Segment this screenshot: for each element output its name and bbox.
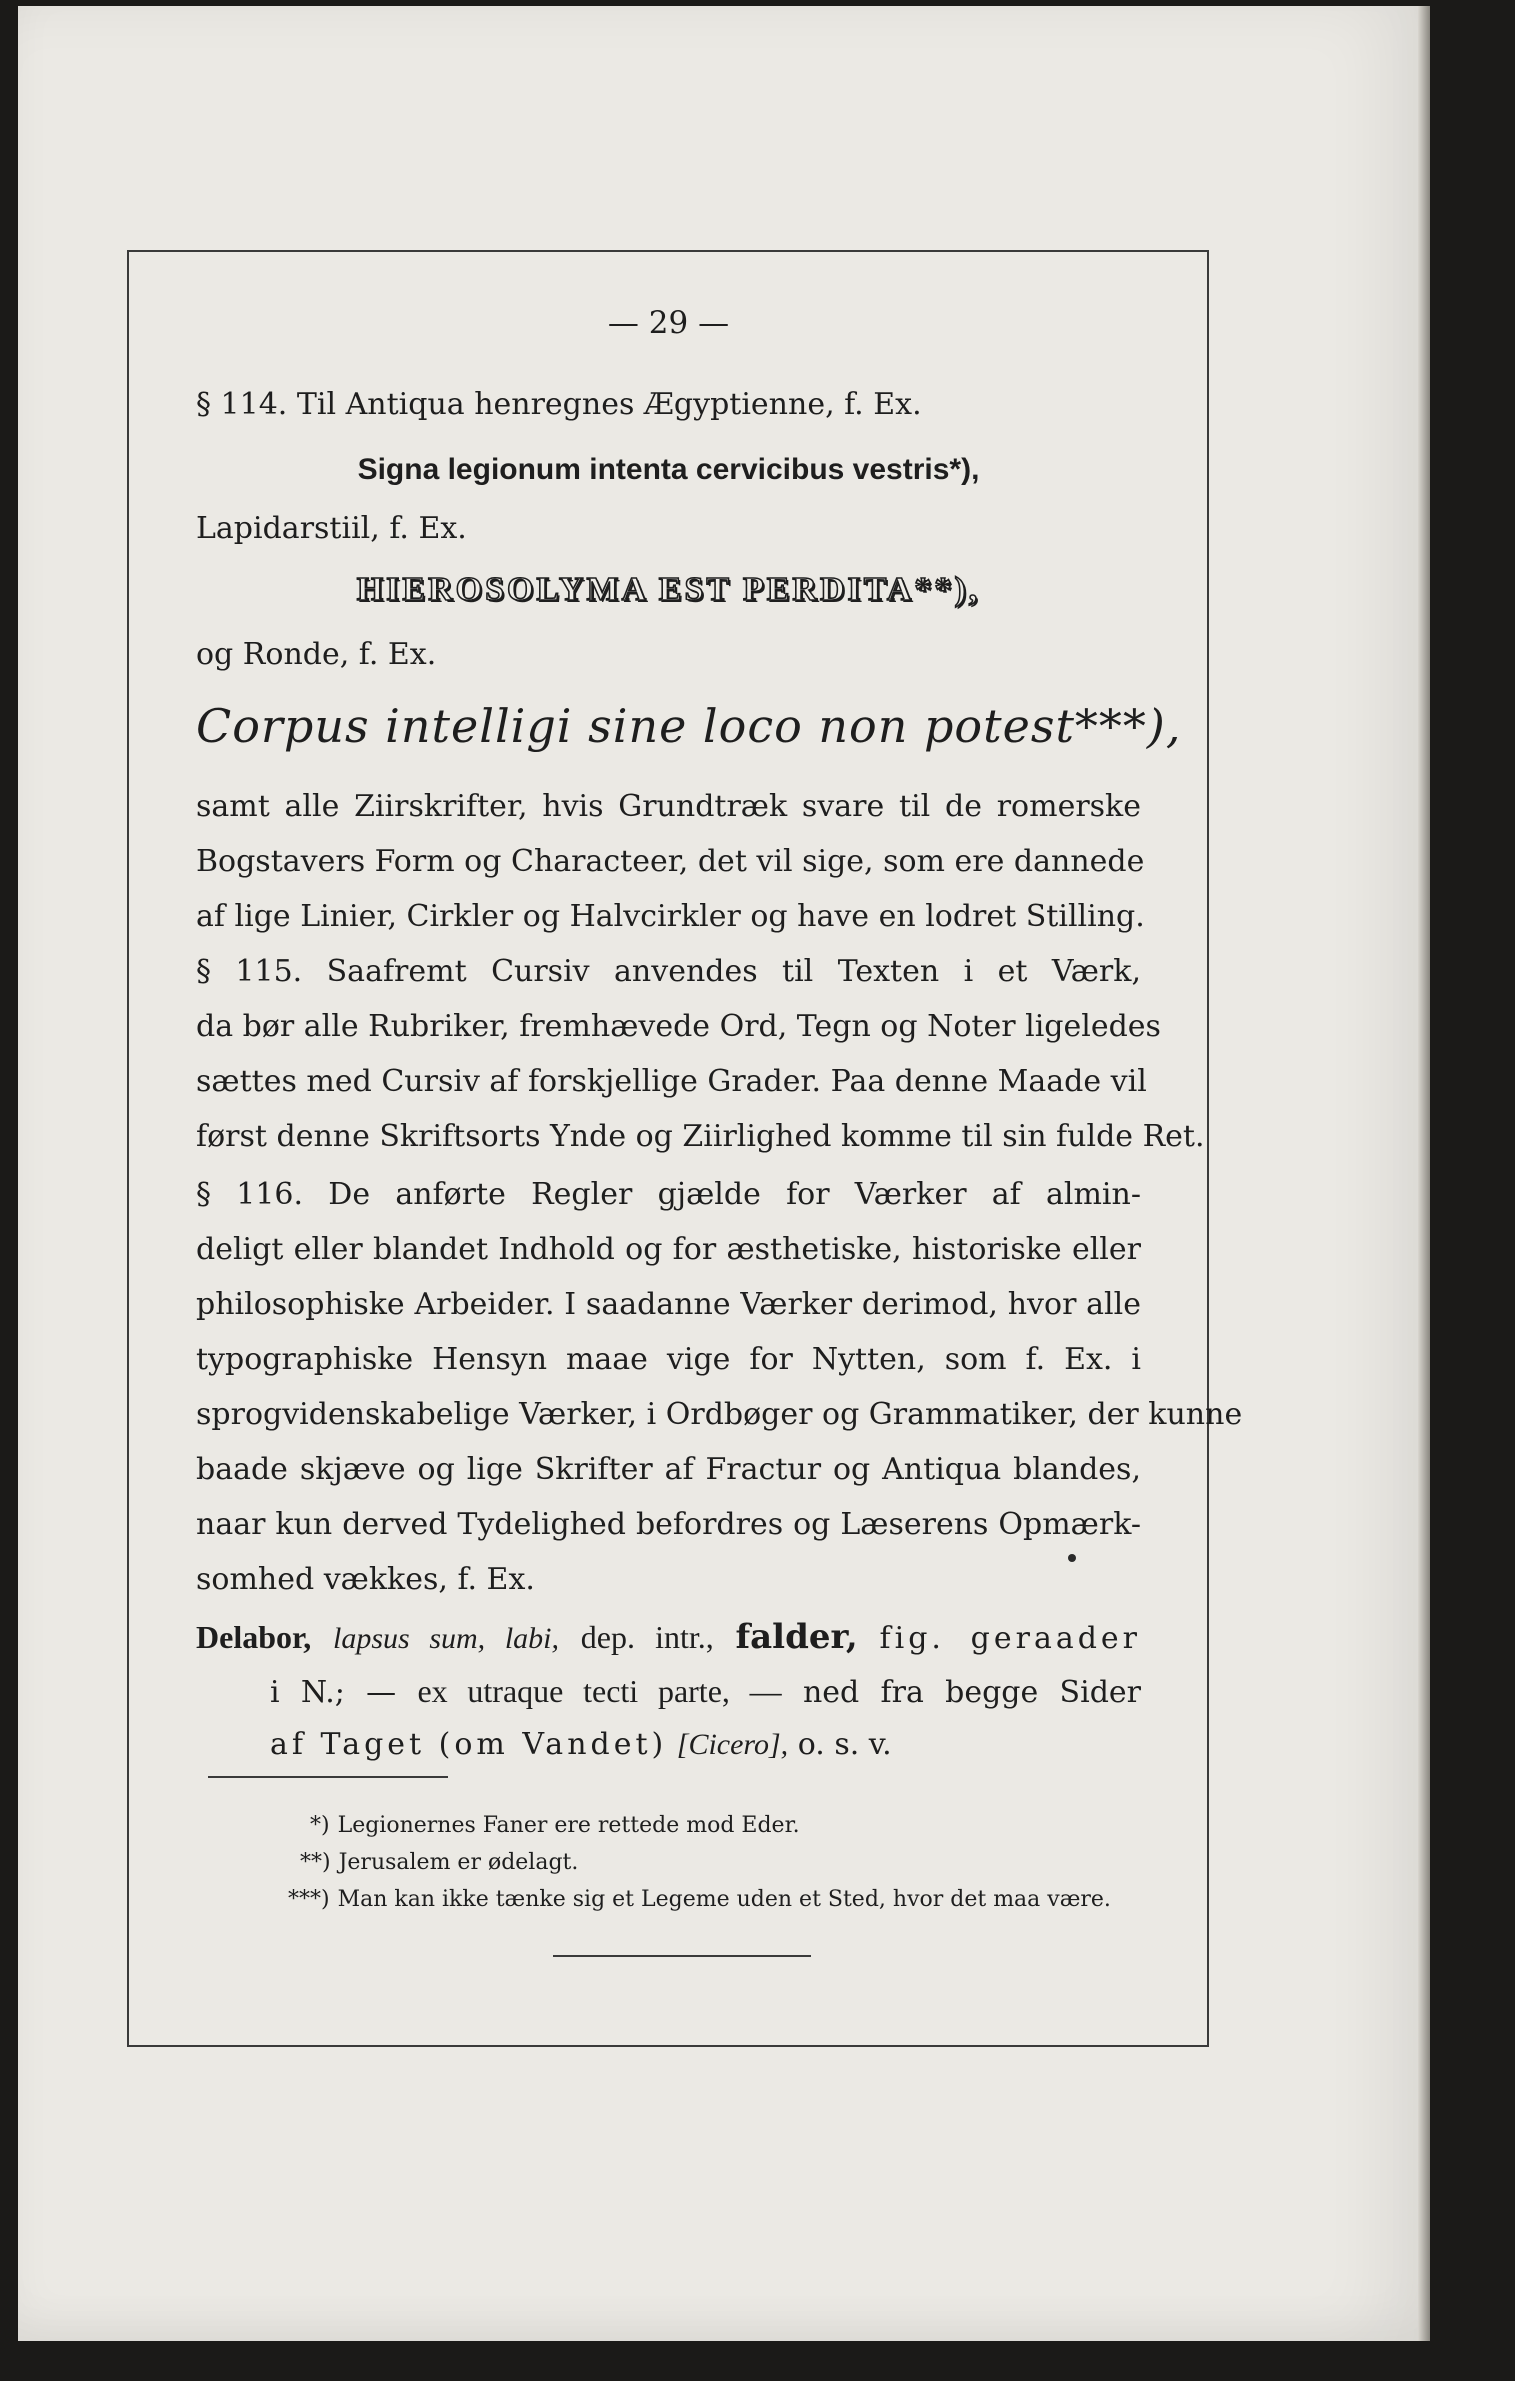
dictionary-example-line-3 [270, 1727, 1141, 1762]
example-line2-start: i N.; — [270, 1675, 397, 1710]
paragraph-115-line: først denne Skriftsorts Ynde og Ziirlighed komme til sin fulde Ret. [196, 1119, 1205, 1154]
example-grammar: dep. intr., [580, 1619, 714, 1655]
example-line2-end: ned fra begge Sider [802, 1675, 1141, 1710]
dictionary-example-line-2 [270, 1675, 1141, 1708]
printer-dot [1068, 1554, 1076, 1562]
paragraph-116-line: sprogvidenskabelige Værker, i Ordbøger og Grammatiker, der kunne [196, 1397, 1243, 1432]
example-lapidary-caps: HIEROSOLYMA EST PERDITA**), [356, 571, 981, 608]
example-egyptienne: Signa legionum intenta cervicibus vestris*), [357, 453, 980, 486]
paragraph-116-line: somhed vækkes, f. Ex. [196, 1562, 535, 1597]
paragraph-114-line: af lige Linier, Cirkler og Halvcirkler og have en lodret Stilling. [196, 899, 1145, 934]
example-headword: Delabor, [196, 1619, 312, 1655]
footnote-rule [208, 1776, 448, 1778]
page-number: — 29 — [607, 305, 730, 341]
closing-rule [553, 1955, 811, 1957]
lapidarstiil-line: Lapidarstiil, f. Ex. [196, 511, 467, 546]
example-gloss-rest: fig. geraader [879, 1621, 1142, 1656]
example-line2-latin: ex utraque tecti parte, — [417, 1673, 782, 1709]
paragraph-115-line: § 115. Saafremt Cursiv anvendes til Texten i et Værk, [196, 954, 1141, 989]
example-line3-start: af Taget (om Vandet) [270, 1727, 668, 1762]
paragraph-115-line: sættes med Cursiv af forskjellige Grader. Paa denne Maade vil [196, 1064, 1147, 1099]
footnote-mark: ***) [288, 1887, 330, 1912]
example-line3-end: o. s. v. [797, 1727, 892, 1762]
footnote-3 [288, 1887, 1111, 1912]
paragraph-116-line: naar kun derved Tydelighed befordres og Læserens Opmærk- [196, 1507, 1141, 1542]
footnote-mark: **) [300, 1850, 331, 1875]
page-edge [1418, 6, 1430, 2341]
paragraph-115-line: da bør alle Rubriker, fremhævede Ord, Tegn og Noter ligeledes [196, 1009, 1161, 1044]
paragraph-114-line: Bogstavers Form og Characteer, det vil sige, som ere dannede [196, 844, 1145, 879]
example-source: [Cicero], [676, 1728, 789, 1761]
paragraph-116-line: baade skjæve og lige Skrifter af Fractur og Antiqua blandes, [196, 1452, 1141, 1487]
dictionary-example-line-1 [196, 1617, 1142, 1657]
paragraph-116-line: deligt eller blandet Indhold og for æsthetiske, historiske eller [196, 1232, 1141, 1267]
footnote-mark: *) [310, 1813, 330, 1838]
section-114-heading: § 114. Til Antiqua henregnes Ægyptienne, f. Ex. [196, 387, 922, 422]
footnote-1 [310, 1813, 800, 1838]
footnote-2 [300, 1850, 578, 1875]
paragraph-116-line: § 116. De anførte Regler gjælde for Værker af almin- [196, 1177, 1141, 1212]
example-gloss-bold: falder, [735, 1617, 858, 1657]
footnote-text: Legionernes Faner ere rettede mod Eder. [337, 1813, 800, 1838]
footnote-text: Jerusalem er ødelagt. [338, 1850, 579, 1875]
paragraph-114-line: samt alle Ziirskrifter, hvis Grundtræk svare til de romerske [196, 789, 1141, 824]
paragraph-116-line: philosophiske Arbeider. I saadanne Værker derimod, hvor alle [196, 1287, 1141, 1322]
footnote-text: Man kan ikke tænke sig et Legeme uden et Sted, hvor det maa være. [337, 1887, 1111, 1912]
example-latin: lapsus sum, labi, [332, 1622, 560, 1655]
ronde-line: og Ronde, f. Ex. [196, 637, 437, 672]
example-ronde-script: Corpus intelligi sine loco non potest***), [196, 699, 1182, 753]
paragraph-116-line: typographiske Hensyn maae vige for Nytten, som f. Ex. i [196, 1342, 1141, 1377]
